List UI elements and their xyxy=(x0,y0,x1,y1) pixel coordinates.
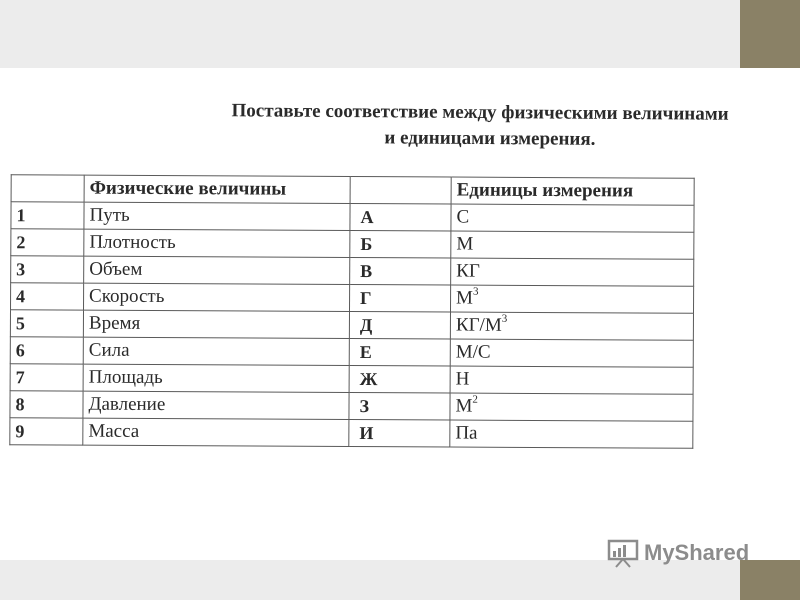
row-number: 5 xyxy=(10,310,83,337)
table-row xyxy=(10,337,693,368)
unit-cell xyxy=(451,231,694,259)
row-number: 1 xyxy=(11,202,84,229)
table-row xyxy=(10,310,693,341)
table-header-row xyxy=(11,175,694,206)
watermark-text: MyShared xyxy=(644,540,750,565)
quantity-cell: Сила xyxy=(83,337,349,365)
unit-base: С xyxy=(456,206,470,228)
header-letter-cell xyxy=(350,176,451,204)
unit-base: М xyxy=(455,395,473,417)
watermark-logo xyxy=(606,538,749,568)
table-row xyxy=(11,229,694,260)
task-title xyxy=(150,98,800,155)
header-num-cell xyxy=(11,175,84,202)
row-number: 7 xyxy=(10,364,83,391)
unit-base: КГ xyxy=(456,260,480,282)
unit-base: КГ/М xyxy=(455,314,502,336)
header-unit: Единицы измерения xyxy=(451,177,694,205)
unit-cell xyxy=(450,393,693,421)
top-band xyxy=(0,0,800,68)
unit-cell xyxy=(450,420,693,448)
unit-exponent: 2 xyxy=(472,393,478,406)
row-number: 3 xyxy=(11,256,84,283)
presentation-board-icon xyxy=(606,538,640,568)
unit-cell xyxy=(450,285,693,313)
letter-cell: А xyxy=(350,203,451,231)
letter-cell: Д xyxy=(349,311,450,339)
quantity-cell: Плотность xyxy=(84,229,350,257)
table-row xyxy=(11,256,694,287)
unit-base: М xyxy=(456,287,474,309)
unit-base: Н xyxy=(455,368,470,390)
letter-cell: И xyxy=(349,419,450,447)
unit-base: М/С xyxy=(455,341,491,363)
table-row xyxy=(10,364,693,395)
letter-cell: Г xyxy=(350,284,451,312)
row-number: 8 xyxy=(10,391,83,418)
unit-base: Па xyxy=(455,422,478,444)
letter-cell: В xyxy=(350,257,451,285)
table-row xyxy=(11,202,694,233)
letter-cell: З xyxy=(349,392,450,420)
title-line-2: и единицами измерения. xyxy=(384,127,596,150)
unit-exponent: 3 xyxy=(501,312,508,325)
title-line-1: Поставьте соответствие между физическими величинами xyxy=(231,100,729,125)
letter-cell: Б xyxy=(350,230,451,258)
quantity-cell: Путь xyxy=(84,202,350,230)
table-row xyxy=(10,418,693,449)
unit-cell xyxy=(450,339,693,367)
matching-table xyxy=(9,174,694,449)
quantity-cell: Объем xyxy=(84,256,350,284)
quantity-cell: Площадь xyxy=(83,364,349,392)
unit-cell xyxy=(450,312,693,340)
quantity-cell: Давление xyxy=(83,391,349,419)
unit-base: М xyxy=(456,233,474,255)
letter-cell: Ж xyxy=(349,365,450,393)
top-accent-block xyxy=(740,0,800,68)
row-number: 2 xyxy=(11,229,84,256)
table-row xyxy=(10,391,693,422)
header-quantity: Физические величины xyxy=(84,175,350,203)
table-row xyxy=(11,283,694,314)
letter-cell: Е xyxy=(349,338,450,366)
quantity-cell: Масса xyxy=(83,418,349,446)
unit-cell xyxy=(450,366,693,394)
unit-cell xyxy=(451,258,694,286)
unit-cell xyxy=(451,204,694,232)
row-number: 4 xyxy=(11,283,84,310)
quantity-cell: Время xyxy=(83,310,349,338)
row-number: 9 xyxy=(10,418,83,445)
row-number: 6 xyxy=(10,337,83,364)
unit-exponent: 3 xyxy=(472,285,479,298)
quantity-cell: Скорость xyxy=(84,283,350,311)
